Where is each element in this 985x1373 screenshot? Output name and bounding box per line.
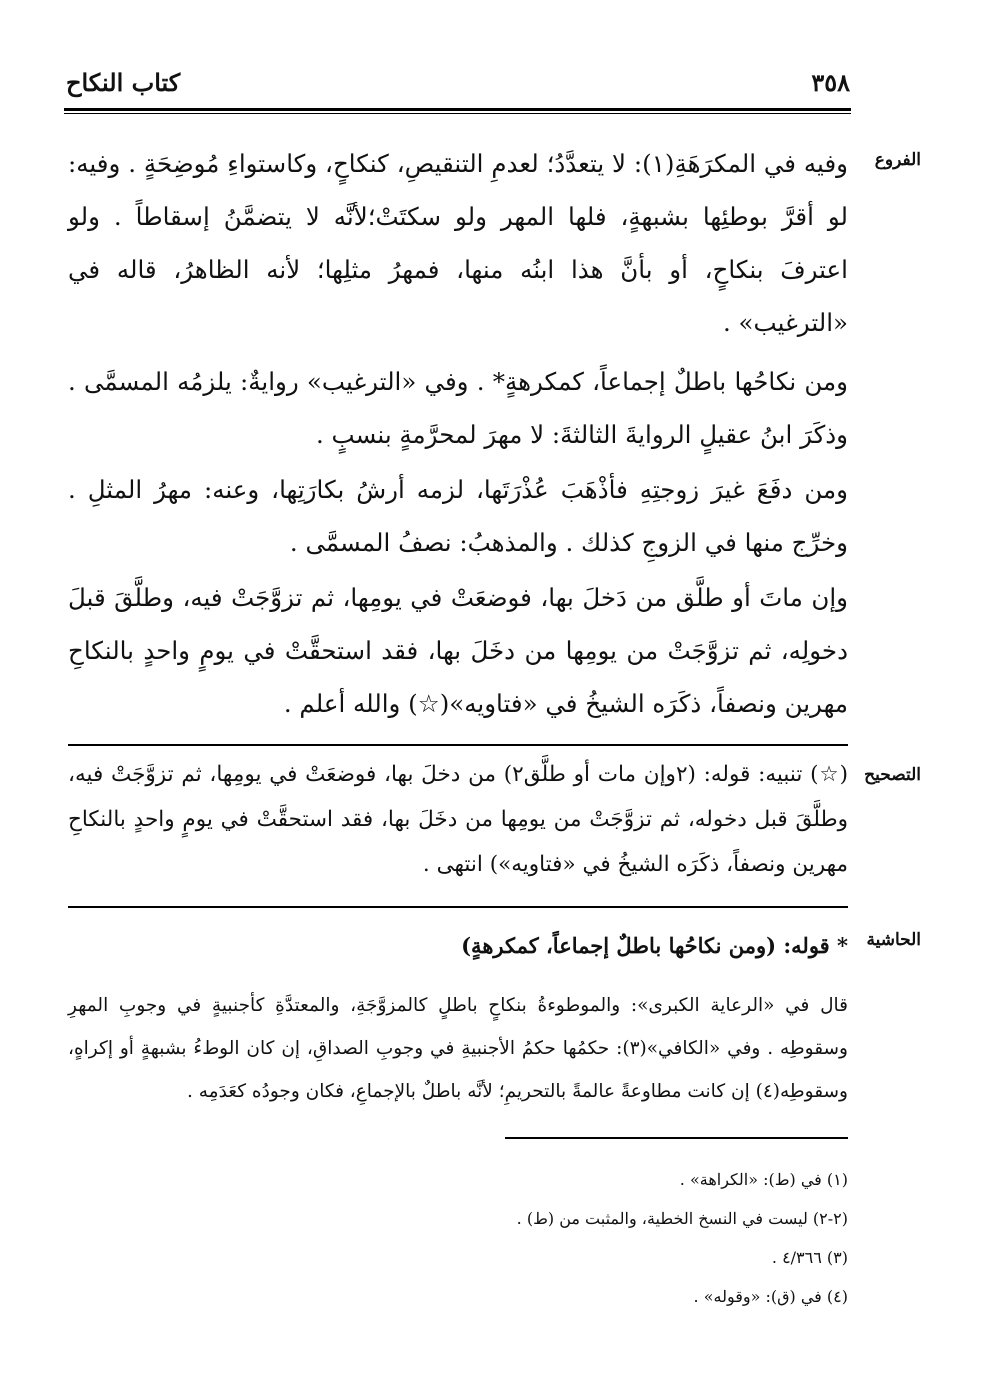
paragraph: قال في «الرعاية الكبرى»: والموطوءةُ بنكاحٍ باطلٍ كالمزوَّجَةِ، والمعتدَّةِ كأجنبيةٍ في وجوبِ المهرِ وسقوطِه . وفي «الكافي»(٣): حكمُها حكمُ الأجنبيةِ في وجوبِ الصداقِ، إن كان الوطءُ بشبهةٍ أو إكراهٍ، وسقوطِه(٤) إن كانت مطاوعةً عالمةً بالتحريمِ؛ لأنَّه باطلٌ بالإجماعِ، فكان وجودُه كعَدَمِه . [68, 995, 848, 1102]
section-divider [68, 906, 848, 908]
margin-label-tashih: التصحيح [864, 765, 921, 785]
paragraph: وإن ماتَ أو طلَّق من دَخلَ بها، فوضعَتْ في يومِها، ثم تزوَّجَتْ فيه، وطلَّقَ قبلَ دخولِه، ثم تزوَّجَتْ من يومِها من دخَلَ بها، فقد استحقَّتْ في يومٍ واحدٍ بالنكاحِ مهرين ونصفاً، ذكَرَه الشيخُ في «فتاويه»(☆) والله أعلم . [68, 583, 848, 718]
header-rule [64, 108, 851, 111]
tashih-text [68, 752, 848, 887]
section-divider [68, 744, 848, 746]
page-number: ٣٥٨ [811, 68, 850, 97]
hashiya-heading: * قوله: (ومن نكاحُها باطلٌ إجماعاً، كمكرهةٍ) [461, 933, 848, 958]
paragraph: ومن نكاحُها باطلٌ إجماعاً، كمكرهةٍ* . وفي «الترغيب» روايةٌ: يلزمُه المسمَّى . وذكَرَ ابنُ عقيلٍ الروايةَ الثالثةَ: لا مهرَ لمحرَّمةٍ بنسبٍ . [68, 367, 848, 449]
hashiya-text [68, 984, 848, 1113]
running-title: كتاب النكاح [66, 68, 181, 97]
paragraph: وفيه في المكرَهَةِ(١): لا يتعدَّدُ؛ لعدمِ التنقيصِ، كنكاحٍ، وكاستواءِ مُوضِحَةٍ . وفيه: لو أقرَّ بوطئِها بشبهةٍ، فلها المهر ولو سكتَتْ؛لأنَّه لا يتضمَّنُ إسقاطاً . ولو اعترفَ بنكاحٍ، أو بأنَّ هذا ابنُه منها، فمهرُ مثلِها؛ لأنه الظاهرُ، قاله في «الترغيب» . [68, 149, 848, 337]
main-text [68, 137, 848, 349]
main-text-4 [68, 571, 848, 730]
header-rule-thin [64, 113, 851, 114]
main-text-2 [68, 355, 848, 461]
main-text-3 [68, 463, 848, 569]
footnote: (١) في (ط): «الكراهة» . [679, 1170, 848, 1189]
footnote: (٣) ٤/٣٦٦ . [771, 1248, 848, 1267]
footnote: (٤) في (ق): «وقوله» . [693, 1287, 848, 1306]
paragraph: (☆) تنبيه: قوله: (٢وإن مات أو طلَّق٢) من دخلَ بها، فوضعَتْ في يومِها، ثم تزوَّجَتْ فيه، وطلَّقَ قبل دخوله، ثم تزوَّجَتْ من يومِها من دخَلَ بها، فقد استحقَّتْ في يومٍ واحدٍ بالنكاحِ مهرين ونصفاً، ذكَرَه الشيخُ في «فتاويه») انتهى . [68, 762, 848, 877]
paragraph: ومن دفَعَ غيرَ زوجتِهِ فأذْهَبَ عُذْرَتَها، لزمه أرشُ بكارَتِها، وعنه: مهرُ المثلِ . وخرِّج منها في الزوجِ كذلك . والمذهبُ: نصفُ المسمَّى . [68, 475, 848, 557]
footnotes [68, 1160, 848, 1316]
margin-label-furu: الفروع [874, 150, 921, 170]
margin-label-hashiya: الحاشية [866, 930, 921, 950]
footnote: (٢-٢) ليست في النسخ الخطية، والمثبت من (ط) . [516, 1209, 848, 1228]
footnote-rule [505, 1137, 848, 1139]
